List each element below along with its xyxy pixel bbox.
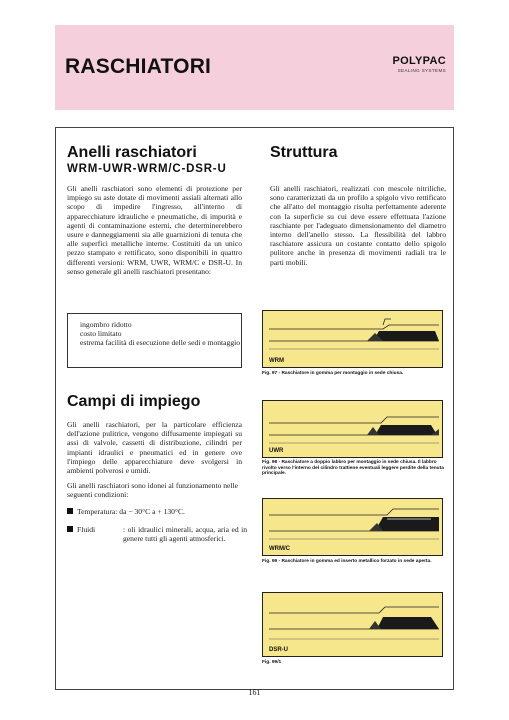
figure-label: DSR-U bbox=[269, 647, 288, 653]
seal-profile-drawing bbox=[263, 593, 444, 658]
figure-dsru bbox=[262, 592, 443, 657]
temperature-text: Temperatura: da − 30°C a + 130°C. bbox=[77, 507, 185, 516]
advantage-item: costo limitato bbox=[80, 329, 122, 339]
seal-profile-drawing bbox=[263, 311, 444, 369]
section-heading-struttura: Struttura bbox=[270, 144, 338, 161]
page-number: 161 bbox=[248, 688, 261, 697]
figure-label: UWR bbox=[269, 448, 284, 454]
polypac-logo bbox=[393, 55, 446, 73]
structure-paragraph: Gli anelli raschiatori, realizzati con mescole nitriliche, sono caratterizzati da un profilo a spigolo vivo rettificato che all'atto del montaggio risulta perfettamente aderente con la superficie su cui deve essere effettuata l'azione raschiante per l'adeguato dimensionamento del diametro interno dell'anello stesso. La flessibilità del labbro raschiatore assicura un costante contatto dello spigolo pulitore anche in presenza di movimenti radiali tra le parti mobili. bbox=[270, 184, 446, 267]
figure-label: WRM bbox=[269, 358, 284, 364]
figure-uwr bbox=[262, 400, 443, 458]
figure-caption: Fig. 98 - Raschiatore a doppio labbro per montaggio in sede chiusa. Il labbro rivolto verso l'interno del cilindro trattiene eventuali leggere perdite della tenuta principale. bbox=[262, 460, 444, 477]
bullet-square-icon bbox=[67, 526, 73, 532]
conditions-intro: Gli anelli raschiatori sono idonei al funzionamento nelle seguenti condizioni: bbox=[67, 481, 239, 500]
intro-paragraph: Gli anelli raschiatori sono elementi di protezione per impiego su aste dotate di movimenti assiali alternati allo scopo di impedire l'ingresso, all'interno di apparecchiature idrauliche e pneumatiche, di impurità e agenti di contaminazione esterni, che determinerebbero usure e danneggiamenti sia alle guarnizioni di tenuta che alle superfici metalliche interne. Costituiti da un unico pezzo stampato e rettificato, sono disponibili in quattro differenti versioni: WRM, UWR, WRM/C e DSR-U. In senso generale gli anelli raschiatori presentano: bbox=[67, 184, 242, 276]
campi-paragraph: Gli anelli raschiatori, per la particolare efficienza dell'azione pulitrice, vengono diffusamente impiegati su assi di valvole, cassetti di distribuzione, cilindri per impianti idraulici e pneumatici ed in genere ove l'impiego delle apparecchiature deve svolgersi in ambienti polverosi e umidi. bbox=[67, 420, 242, 476]
advantages-box bbox=[67, 313, 242, 368]
header-band bbox=[55, 25, 454, 110]
section-heading-anelli: Anelli raschiatori bbox=[67, 144, 197, 161]
fluids-label: Fluidi bbox=[77, 525, 96, 534]
logo-subtitle: SEALING SYSTEMS bbox=[397, 68, 446, 73]
bullet-square-icon bbox=[67, 508, 73, 514]
figure-caption: Fig. 99/1 bbox=[262, 660, 282, 665]
advantage-item: estrema facilità di esecuzione delle sedi e montaggio bbox=[80, 338, 241, 348]
advantage-item: ingombro ridotto bbox=[80, 320, 132, 329]
page-title: RASCHIATORI bbox=[65, 55, 212, 78]
figure-wrm bbox=[262, 310, 443, 368]
figure-caption: Fig. 99 - Raschiatore in gomma ed inserto metallico forzato in sede aperta. bbox=[262, 559, 432, 564]
seal-profile-drawing bbox=[263, 401, 444, 459]
models-subheading: WRM-UWR-WRM/C-DSR-U bbox=[67, 163, 227, 175]
logo-name: POLYPAC bbox=[392, 55, 446, 67]
condition-temperature bbox=[67, 507, 242, 516]
figure-wrmc bbox=[262, 498, 443, 556]
figure-caption: Fig. 97 - Raschiatore in gomma per montaggio in sede chiusa. bbox=[262, 371, 404, 376]
figure-label: WRM/C bbox=[269, 546, 290, 552]
seal-profile-drawing bbox=[263, 499, 444, 557]
condition-fluids bbox=[67, 525, 247, 544]
section-heading-campi: Campi di impiego bbox=[67, 393, 201, 410]
fluids-value: : oli idraulici minerali, acqua, aria ed in genere tutti gli agenti atmosferici. bbox=[123, 525, 247, 544]
